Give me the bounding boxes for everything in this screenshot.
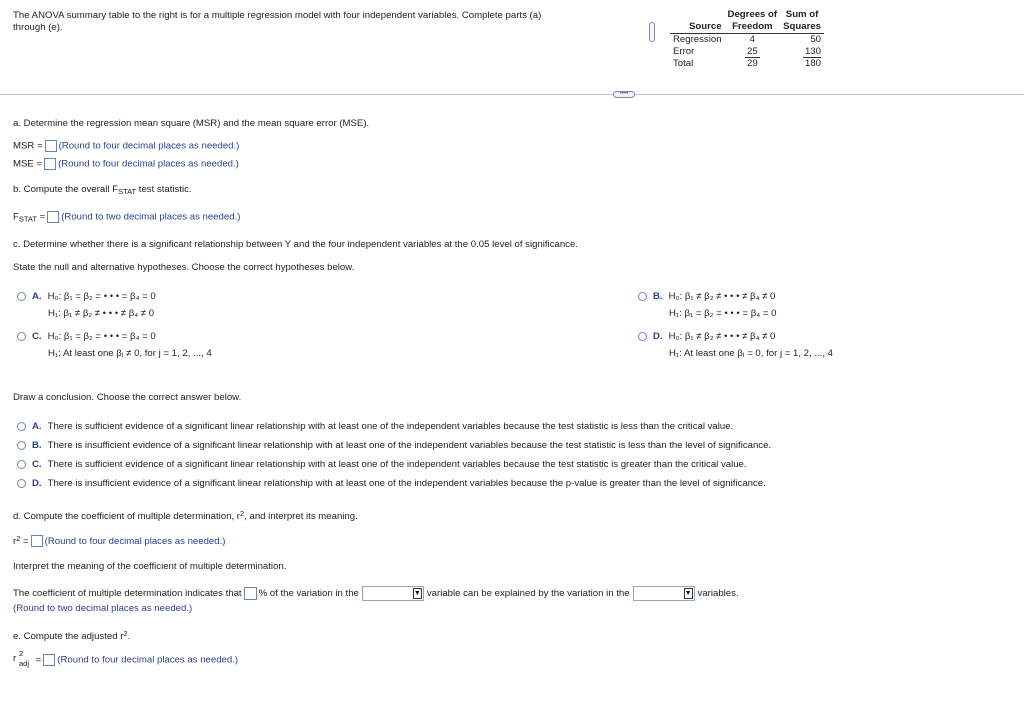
row-ss: 180 xyxy=(804,58,821,69)
radio-icon[interactable] xyxy=(638,292,647,301)
anova-table-container xyxy=(670,9,824,70)
option-label: B. xyxy=(653,291,663,302)
part-d-prompt-sup: 2 xyxy=(240,509,245,518)
hypothesis-option-c-h1: H₁: At least one βⱼ ≠ 0, for j = 1, 2, ..., 4 xyxy=(48,348,212,359)
source-header: Source xyxy=(689,21,722,32)
option-h0: H₀: β₁ ≠ β₂ ≠ • • • ≠ β₄ ≠ 0 xyxy=(668,291,776,302)
hypothesis-option-a[interactable] xyxy=(17,291,156,302)
hypothesis-option-a-h1: H₁: β₁ ≠ β₂ ≠ • • • ≠ β₄ ≠ 0 xyxy=(48,308,155,319)
part-b-prompt xyxy=(13,184,192,196)
hypothesis-option-b[interactable] xyxy=(638,291,775,302)
part-e-prompt-post: . xyxy=(127,631,131,642)
ss-header-top: Sum of xyxy=(785,9,819,20)
r2adj-input[interactable] xyxy=(43,654,55,666)
mse-label: MSE = xyxy=(13,158,43,170)
conclusion-option-b[interactable] xyxy=(17,440,771,451)
sentence-part-3: variable can be explained by the variation in the xyxy=(426,588,630,600)
df-header-bottom: Freedom xyxy=(732,21,773,32)
option-label: D. xyxy=(653,331,663,342)
row-source: Total xyxy=(673,58,694,69)
row-df: 25 xyxy=(746,46,758,57)
option-h0: H₀: β₁ = β₂ = • • • = β₄ = 0 xyxy=(47,291,156,302)
chevron-down-icon[interactable]: ▼ xyxy=(684,590,692,597)
option-label: A. xyxy=(32,421,42,432)
table-row xyxy=(670,34,824,47)
r2adj-label: r xyxy=(13,653,17,664)
option-label: A. xyxy=(32,291,42,302)
hypothesis-option-d-h1: H₁: At least one βⱼ = 0, for j = 1, 2, ..., 4 xyxy=(669,348,834,359)
row-ss: 130 xyxy=(804,46,821,57)
fstat-label: F xyxy=(13,211,19,223)
radio-icon[interactable] xyxy=(17,460,26,469)
msr-label: MSR = xyxy=(13,140,43,152)
section-divider xyxy=(0,94,1024,95)
fstat-note: (Round to two decimal places as needed.) xyxy=(61,211,241,223)
option-h0: H₀: β₁ = β₂ = • • • = β₄ = 0 xyxy=(47,331,156,342)
horizontal-splitter-handle[interactable]: •••• xyxy=(613,91,635,98)
option-text: There is insufficient evidence of a significant linear relationship with at least one of the independent variables because the p-value is greater than the level of significance. xyxy=(47,478,766,489)
fstat-row xyxy=(13,211,240,224)
part-c-prompt: c. Determine whether there is a significant relationship between Y and the four independent variables at the 0.05 level of significance. xyxy=(13,239,578,250)
intro-line-2: through (e). xyxy=(13,22,63,33)
hypothesis-option-c[interactable] xyxy=(17,331,156,342)
row-source: Regression xyxy=(673,34,722,45)
msr-note: (Round to four decimal places as needed.) xyxy=(58,140,240,152)
part-d-prompt-text: d. Compute the coefficient of multiple determination, r xyxy=(13,511,240,522)
anova-table xyxy=(670,9,824,70)
part-c-state: State the null and alternative hypotheses. Choose the correct hypotheses below. xyxy=(13,262,355,273)
r2-row xyxy=(13,534,225,547)
row-df: 4 xyxy=(749,34,755,45)
radio-icon[interactable] xyxy=(17,332,26,341)
r2-eq: = xyxy=(20,536,29,547)
option-text: There is insufficient evidence of a significant linear relationship with at least one of the independent variables because the test statistic is less than the level of significance. xyxy=(47,440,772,451)
r2adj-row xyxy=(13,649,239,668)
sentence-part-2: % of the variation in the xyxy=(258,588,359,600)
option-h0: H₀: β₁ ≠ β₂ ≠ • • • ≠ β₄ ≠ 0 xyxy=(668,331,776,342)
option-label: C. xyxy=(32,459,42,470)
interpret-note: (Round to two decimal places as needed.) xyxy=(13,603,193,614)
fstat-input[interactable] xyxy=(47,211,59,223)
interpret-prompt: Interpret the meaning of the coefficient of multiple determination. xyxy=(13,561,287,572)
ss-header-bottom: Squares xyxy=(783,21,821,32)
part-a-prompt: a. Determine the regression mean square (MSR) and the mean square error (MSE). xyxy=(13,118,370,129)
hypothesis-option-b-h1: H₁: β₁ = β₂ = • • • = β₄ = 0 xyxy=(669,308,777,319)
r2-label-sup: 2 xyxy=(16,534,21,543)
msr-input[interactable] xyxy=(45,140,57,152)
r2adj-eq: = xyxy=(33,654,42,666)
radio-icon[interactable] xyxy=(638,332,647,341)
mse-note: (Round to four decimal places as needed.) xyxy=(58,158,239,170)
intro-line-1: The ANOVA summary table to the right is for a multiple regression model with four independent variables. Complete parts (a) xyxy=(13,10,542,21)
option-label: D. xyxy=(32,478,42,489)
radio-icon[interactable] xyxy=(17,422,26,431)
part-e-prompt xyxy=(13,629,130,642)
option-label: C. xyxy=(32,331,42,342)
part-e-prompt-sup: 2 xyxy=(123,629,128,638)
radio-icon[interactable] xyxy=(17,441,26,450)
chevron-down-icon[interactable]: ▼ xyxy=(413,590,421,597)
mse-input[interactable] xyxy=(44,158,56,170)
independent-variables-select[interactable] xyxy=(633,586,695,601)
part-b-prompt-text: b. Compute the overall F xyxy=(13,184,119,195)
df-header-top: Degrees of xyxy=(727,9,778,20)
part-b-prompt-post: test statistic. xyxy=(136,184,192,195)
percent-input[interactable] xyxy=(244,587,257,600)
r2adj-label-sup: 2 xyxy=(19,649,24,658)
part-d-prompt xyxy=(13,509,358,522)
dependent-variable-select[interactable] xyxy=(362,586,424,601)
r2adj-label-sub: adj xyxy=(19,659,30,668)
row-source: Error xyxy=(673,46,695,57)
r2-input[interactable] xyxy=(31,535,43,547)
part-b-prompt-sub: STAT xyxy=(118,187,137,196)
msr-row xyxy=(13,140,239,152)
part-e-prompt-text: e. Compute the adjusted r xyxy=(13,631,124,642)
option-label: B. xyxy=(32,440,42,451)
interpret-sentence xyxy=(13,586,739,601)
option-text: There is sufficient evidence of a significant linear relationship with at least one of the independent variables because the test statistic is greater than the critical value. xyxy=(47,459,747,470)
fstat-label-sub: STAT xyxy=(18,214,37,224)
fstat-eq: = xyxy=(36,211,46,223)
r2adj-note: (Round to four decimal places as needed.) xyxy=(57,654,239,666)
conclusion-option-d[interactable] xyxy=(17,478,766,489)
row-df: 29 xyxy=(746,58,758,69)
r2-note: (Round to four decimal places as needed.) xyxy=(44,536,226,547)
sentence-part-1: The coefficient of multiple determination indicates that xyxy=(13,588,242,600)
r2-label: r xyxy=(13,536,17,547)
conclusion-option-c[interactable] xyxy=(17,459,747,470)
hypothesis-option-d[interactable] xyxy=(638,331,775,342)
r2adj-label-group xyxy=(13,649,33,668)
mse-row xyxy=(13,158,239,170)
radio-icon[interactable] xyxy=(17,292,26,301)
option-text: There is sufficient evidence of a significant linear relationship with at least one of the independent variables because the test statistic is less than the critical value. xyxy=(47,421,734,432)
part-d-prompt-post: , and interpret its meaning. xyxy=(244,511,358,522)
conclusion-prompt: Draw a conclusion. Choose the correct answer below. xyxy=(13,392,242,403)
conclusion-option-a[interactable] xyxy=(17,421,733,432)
table-row xyxy=(670,58,824,70)
sentence-part-4: variables. xyxy=(697,588,739,600)
vertical-splitter-handle[interactable] xyxy=(649,22,655,42)
row-ss: 50 xyxy=(810,34,821,45)
radio-icon[interactable] xyxy=(17,479,26,488)
